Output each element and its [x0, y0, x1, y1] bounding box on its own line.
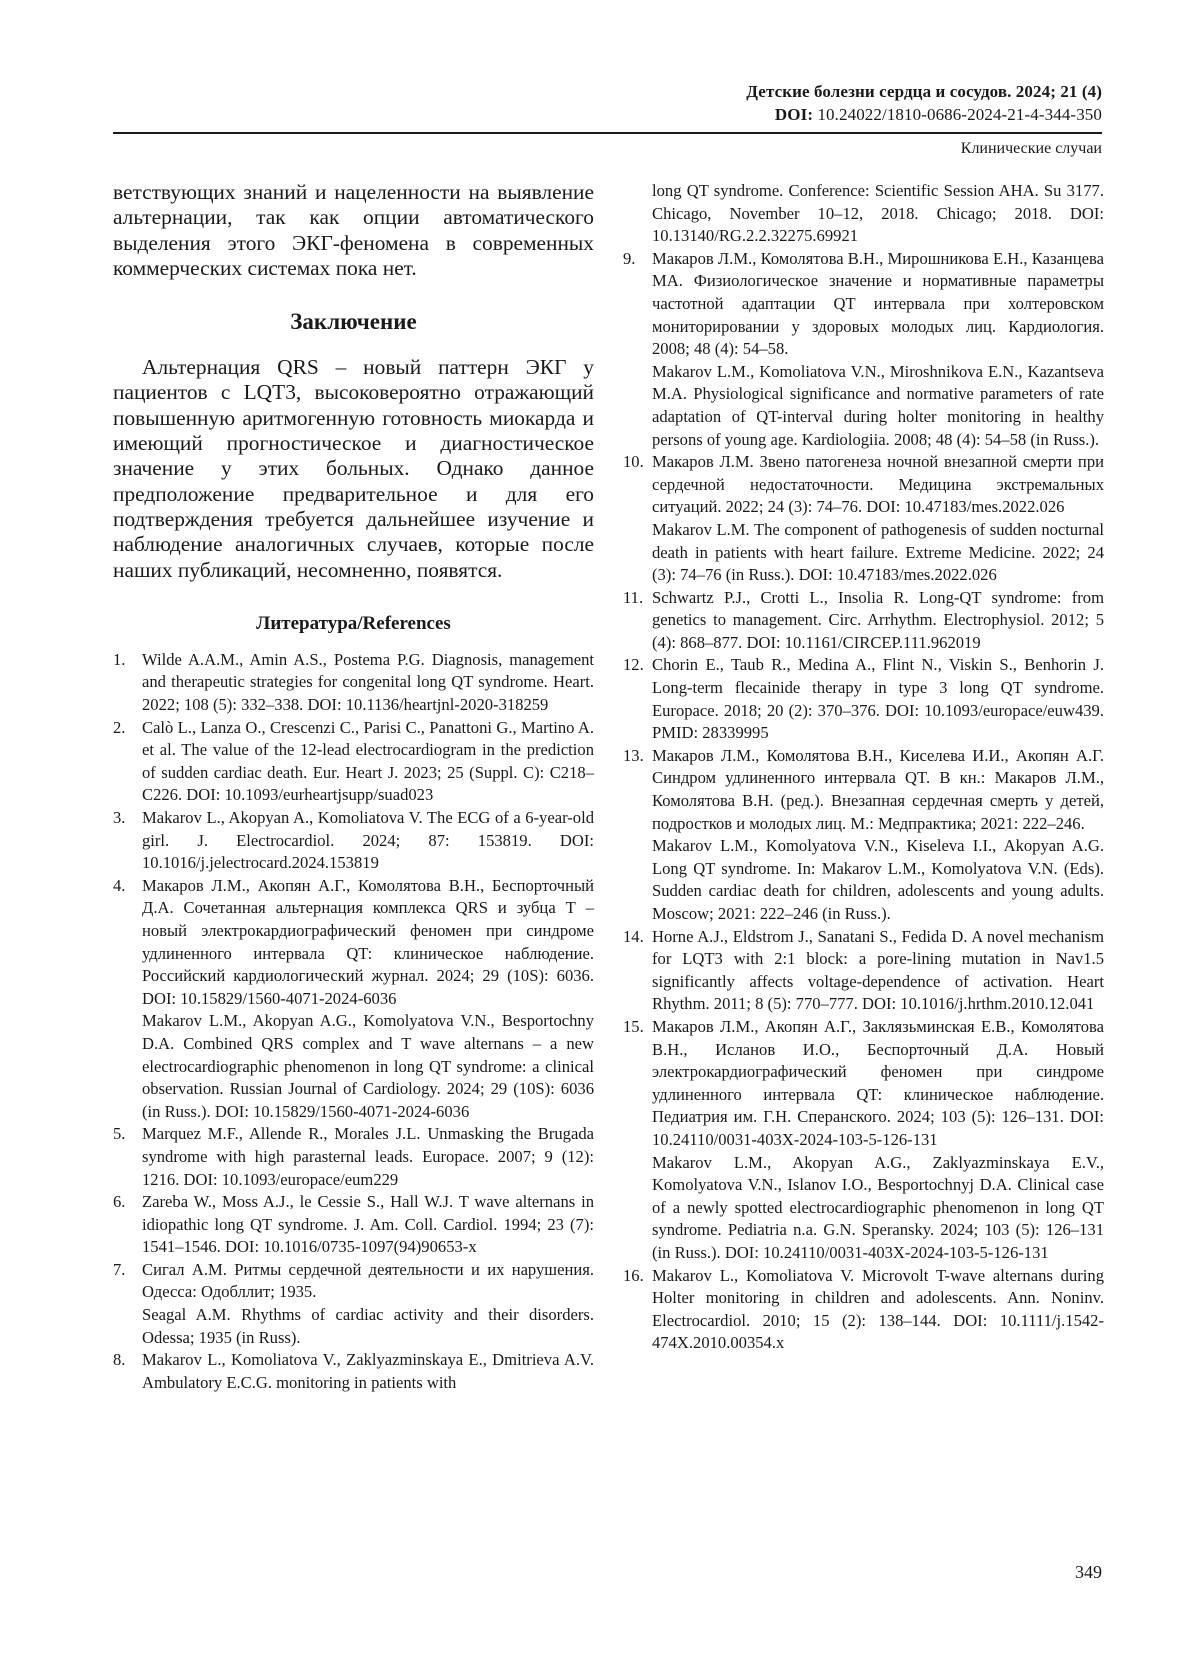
- reference-text: Макаров Л.М., Акопян А.Г., Комолятова В.Н., Беспорточный Д.А. Сочетанная альтернация комплекса QRS и зубца Т – новый электрокардиографический феномен при синдроме удлиненного интервала QT: клиническое наблюдение. Российский кардиологический журнал. 2024; 29 (10S): 6036. DOI: 10.15829/1560-4071-2024-6036: [142, 875, 594, 1008]
- page-number: 349: [1075, 1562, 1102, 1582]
- reference-number: 16.: [623, 1265, 644, 1285]
- reference-text: Schwartz P.J., Crotti L., Insolia R. Long-QT syndrome: from genetics to management. Circ. Arrhythm. Electrophysiol. 2012; 5 (4): 868–877. DOI: 10.1161/CIRCEP.111.962019: [652, 587, 1104, 652]
- reference-item: [623, 180, 1104, 248]
- reference-number: 4.: [113, 875, 126, 895]
- reference-text: Marquez M.F., Allende R., Morales J.L. Unmasking the Brugada syndrome with high parasternal leads. Europace. 2007; 9 (12): 1216. DOI: 10.1093/europace/eum229: [142, 1124, 594, 1189]
- reference-item: [623, 745, 1104, 926]
- opening-paragraph: ветствующих знаний и нацеленности на выявление альтернации, так как опции автоматического выделения этого ЭКГ-феномена в современных коммерческих системах пока нет.: [113, 180, 594, 280]
- reference-number: 14.: [623, 926, 644, 946]
- reference-item: [113, 1349, 594, 1394]
- reference-text: Makarov L., Akopyan A., Komoliatova V. The ECG of a 6-year-old girl. J. Electrocardiol. 2024; 87: 153819. DOI: 10.1016/j.jelectrocard.2024.153819: [142, 808, 594, 873]
- reference-text: Макаров Л.М., Комолятова В.Н., Киселева И.И., Акопян А.Г. Синдром удлиненного интервала QT. В кн.: Макаров Л.М., Комолятова В.Н. (ред.). Внезапная сердечная смерть у детей, подростков и молодых лиц. М.: Медпрактика; 2021: 222–246.: [652, 745, 1104, 833]
- references-list-right: [623, 180, 1104, 1355]
- reference-item: [623, 1265, 1104, 1355]
- right-column: [623, 180, 1104, 1355]
- section-label: Клинические случаи: [960, 140, 1102, 157]
- reference-number: 2.: [113, 717, 126, 737]
- reference-number: 8.: [113, 1350, 126, 1370]
- reference-translation: Makarov L.M. The component of pathogenesis of sudden nocturnal death in patients with heart failure. Extreme Medicine. 2022; 24 (3): 74–76 (in Russ.). DOI: 10.47183/mes.2022.026: [652, 519, 1104, 585]
- running-header: [746, 80, 1102, 126]
- reference-item: [113, 1191, 594, 1259]
- reference-text: Wilde A.A.M., Amin A.S., Postema P.G. Diagnosis, management and therapeutic strategies for congenital long QT syndrome. Heart. 2022; 108 (5): 332–338. DOI: 10.1136/heartjnl-2020-318259: [142, 649, 594, 715]
- reference-number: 3.: [113, 808, 126, 828]
- reference-translation: Makarov L.M., Akopyan A.G., Komolyatova V.N., Besportochny D.A. Combined QRS complex and T wave alternans – a new electrocardiographic phenomenon in long QT syndrome: a clinical observation. Russian Journal of Cardiology. 2024; 29 (10S): 6036 (in Russ.). DOI: 10.15829/1560-4071-2024-6036: [142, 1011, 594, 1121]
- reference-translation: Makarov L.M., Komolyatova V.N., Kiseleva I.I., Akopyan A.G. Long QT syndrome. In: Makarov L.M., Komolyatova V.N. (Eds). Sudden cardiac death for children, adolescents and young adults. Moscow; 2021: 222–246 (in Russ.).: [652, 836, 1104, 923]
- reference-number: 10.: [623, 452, 644, 472]
- doi-value: 10.24022/1810-0686-2024-21-4-344-350: [817, 105, 1102, 124]
- reference-text: Макаров Л.М. Звено патогенеза ночной внезапной смерти при сердечной недостаточности. Медицина экстремальных ситуаций. 2022; 24 (3): 74–76. DOI: 10.47183/mes.2022.026: [652, 452, 1104, 517]
- reference-item: [623, 926, 1104, 1016]
- reference-number: 11.: [623, 587, 644, 607]
- reference-text: long QT syndrome. Conference: Scientific Session AHA. Su 3177. Chicago, November 10–12, 2018. Chicago; 2018. DOI: 10.13140/RG.2.2.32275.69921: [652, 181, 1104, 246]
- reference-item: [113, 1123, 594, 1191]
- reference-translation: Makarov L.M., Komoliatova V.N., Miroshnikova E.N., Kazantseva M.A. Physiological significance and normative parameters of rate adaptation of QT-interval during holter monitoring in healthy persons of young age. Kardiologiia. 2008; 48 (4): 54–58 (in Russ.).: [652, 361, 1104, 449]
- reference-text: Сигал А.М. Ритмы сердечной деятельности и их нарушения. Одесса: Одобллит; 1935.: [142, 1259, 594, 1302]
- reference-text: Chorin E., Taub R., Medina A., Flint N., Viskin S., Benhorin J. Long-term flecainide therapy in type 3 long QT syndrome. Europace. 2018; 20 (2): 370–376. DOI: 10.1093/europace/euw439. PMID: 28339995: [652, 655, 1104, 743]
- reference-number: 13.: [623, 745, 644, 765]
- reference-translation: Seagal A.M. Rhythms of cardiac activity and their disorders. Odessa; 1935 (in Russ).: [142, 1305, 594, 1347]
- reference-text: Calò L., Lanza O., Crescenzi C., Parisi C., Panattoni G., Martino A. et al. The value of the 12-lead electrocardiogram in the prediction of sudden cardiac death. Eur. Heart J. 2023; 25 (Suppl. C): C218–C226. DOI: 10.1093/eurheartjsupp/suad023: [142, 717, 594, 805]
- reference-item: [623, 451, 1104, 587]
- reference-number: 6.: [113, 1192, 126, 1212]
- reference-item: [623, 1016, 1104, 1265]
- reference-number: 1.: [113, 649, 126, 669]
- reference-number: 7.: [113, 1259, 126, 1279]
- header-rule: [113, 132, 1102, 134]
- reference-number: 5.: [113, 1124, 126, 1144]
- reference-text: Макаров Л.М., Акопян А.Г., Заклязьминская Е.В., Комолятова В.Н., Исланов И.О., Беспорточный Д.А. Новый электрокардиографический феномен при синдроме удлиненного интервала QT: клиническое наблюдение. Педиатрия им. Г.Н. Сперанского. 2024; 103 (5): 126–131. DOI: 10.24110/0031-403X-2024-103-5-126-131: [652, 1016, 1104, 1149]
- reference-text: Zareba W., Moss A.J., le Cessie S., Hall W.J. T wave alternans in idiopathic long QT syndrome. J. Am. Coll. Cardiol. 1994; 23 (7): 1541–1546. DOI: 10.1016/0735-1097(94)90653-x: [142, 1192, 594, 1257]
- reference-item: [623, 587, 1104, 655]
- reference-number: 12.: [623, 655, 644, 675]
- journal-title: Детские болезни сердца и сосудов. 2024; 21 (4): [746, 82, 1102, 101]
- reference-number: 9.: [623, 248, 636, 268]
- reference-item: [623, 248, 1104, 451]
- reference-item: [113, 717, 594, 807]
- reference-item: [113, 807, 594, 875]
- references-heading: Литература/References: [256, 612, 451, 634]
- reference-number: 15.: [623, 1016, 644, 1036]
- left-column: [113, 180, 594, 1394]
- doi-line: [746, 103, 1102, 126]
- reference-text: Макаров Л.М., Комолятова В.Н., Мирошникова Е.Н., Казанцева МА. Физиологическое значение и нормативные параметры частотной адаптации QT интервала при холтеровском мониторировании у здоровых молодых лиц. Кардиология. 2008; 48 (4): 54–58.: [652, 248, 1104, 359]
- reference-translation: Makarov L.M., Akopyan A.G., Zaklyazminskaya E.V., Komolyatova V.N., Islanov I.O., Besportochnyj D.A. Clinical case of a newly spotted electrocardiographic phenomenon in long QT syndrome. Pediatria n.a. G.N. Speransky. 2024; 103 (5): 126–131 (in Russ.). DOI: 10.24110/0031-403X-2024-103-5-126-131: [652, 1152, 1104, 1262]
- doi-label: DOI:: [774, 105, 814, 124]
- conclusion-paragraph: Альтернация QRS – новый паттерн ЭКГ у пациентов с LQT3, высоковероятно отражающий повышенную аритмогенную готовность миокарда и имеющий прогностическое и диагностическое значение у этих больных. Однако данное предположение предварительное и для его подтверждения требуется дальнейшее изучение и наблюдение аналогичных случаев, которые после наших публикаций, несомненно, появятся.: [113, 355, 594, 582]
- reference-item: [113, 649, 594, 717]
- reference-item: [113, 875, 594, 1124]
- reference-text: Horne A.J., Eldstrom J., Sanatani S., Fedida D. A novel mechanism for LQT3 with 2:1 block: a pore-lining mutation in Nav1.5 significantly affects voltage-dependence of activation. Heart Rhythm. 2011; 8 (5): 770–777. DOI: 10.1016/j.hrthm.2010.12.041: [652, 926, 1104, 1014]
- reference-item: [113, 1259, 594, 1349]
- references-list-left: [113, 649, 594, 1395]
- reference-text: Makarov L., Komoliatova V., Zaklyazminskaya E., Dmitrieva A.V. Ambulatory E.C.G. monitoring in patients with: [142, 1350, 594, 1392]
- reference-item: [623, 654, 1104, 744]
- conclusion-heading: Заключение: [290, 309, 417, 335]
- reference-text: Makarov L., Komoliatova V. Microvolt T-wave alternans during Holter monitoring in children and adolescents. Ann. Noninv. Electrocardiol. 2010; 15 (2): 138–144. DOI: 10.1111/j.1542-474X.2010.00354.x: [652, 1265, 1104, 1353]
